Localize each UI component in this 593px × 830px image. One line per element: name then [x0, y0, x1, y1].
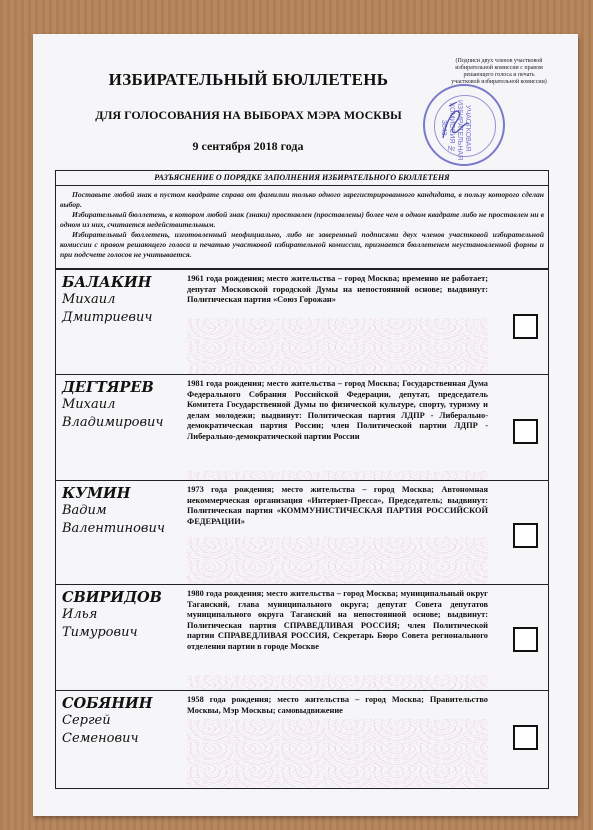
signature-note: (Подписи двух членов участковой избирательной комиссии с правом решающего голоса и печать участковой избирательной комиссии) — [451, 58, 547, 85]
candidate-surname: БАЛАКИН — [62, 274, 152, 291]
vote-checkbox-sviridov[interactable] — [513, 627, 538, 652]
candidate-first-name: Илья — [62, 607, 98, 622]
candidate-name — [62, 485, 187, 538]
candidate-info: 1958 года рождения; место жительства – город Москва; Правительство Москвы, Мэр Москвы; самовыдвижение — [187, 695, 488, 715]
candidate-row — [56, 481, 548, 585]
candidate-row — [56, 375, 548, 481]
instruction-paragraph-1: Поставьте любой знак в пустом квадрате справа от фамилии только одного зарегистрированного кандидата, в пользу которого сделан выбор. — [60, 190, 544, 209]
candidate-name — [62, 379, 187, 432]
security-pattern — [187, 719, 488, 787]
candidate-row — [56, 269, 548, 375]
vote-checkbox-kumin[interactable] — [513, 523, 538, 548]
candidate-first-name: Михаил — [62, 397, 116, 412]
instruction-paragraph-3: Избирательный бюллетень, изготовленный неофициально, либо не заверенный подписями двух членов участковой избирательной комиссии с правом решающего голоса и печатью участковой избирательной комиссии, признается бюллетенем неустановленной формы и при подсчете голосов не учитывается. — [60, 230, 544, 259]
candidate-surname: КУМИН — [62, 485, 131, 502]
security-pattern — [187, 471, 488, 480]
candidate-first-name: Сергей — [62, 713, 111, 728]
candidate-patronymic: Валентинович — [62, 521, 165, 536]
candidate-info: 1981 года рождения; место жительства – город Москва; Государственная Дума Федерального Собрания Российской Федерации, депутат, председатель Комитета Государственной Думы по физической культуре, спорту, туризму и делам молодежи; выдвинут: Политическая партия ЛДПР - Либерально-демократическая партия России; член Политической партии ЛДПР - Либерально-демократической партии России — [187, 379, 488, 441]
candidate-info: 1980 года рождения; место жительства – город Москва; муниципальный округ Таганский, глава муниципального округа; депутат Совета депутатов муниципального округа Таганский на непостоянной основе; выдвинут: Политическая партия СПРАВЕДЛИВАЯ РОССИЯ; член Политической партии СПРАВЕДЛИВАЯ РОССИЯ, Секретарь Бюро Совета регионального отделения партии в городе Москве — [187, 589, 488, 651]
instruction-paragraph-2: Избирательный бюллетень, в котором любой знак (знаки) проставлен (проставлены) более чем в одном квадрате либо не проставлен ни в одном из них, считается недействительным. — [60, 210, 544, 229]
candidate-surname: ДЕГТЯРЕВ — [62, 379, 154, 396]
vote-checkbox-degtyarev[interactable] — [513, 419, 538, 444]
instructions-heading: РАЗЪЯСНЕНИЕ О ПОРЯДКЕ ЗАПОЛНЕНИЯ ИЗБИРАТЕЛЬНОГО БЮЛЛЕТЕНЯ — [56, 171, 548, 186]
security-pattern — [187, 537, 488, 584]
vote-checkbox-sobyanin[interactable] — [513, 725, 538, 750]
ballot-title: ИЗБИРАТЕЛЬНЫЙ БЮЛЛЕТЕНЬ — [108, 70, 389, 89]
candidate-first-name: Михаил — [62, 292, 116, 307]
stamp-text: УЧАСТКОВАЯ ИЗБИРАТЕЛЬНАЯ КОМИССИЯ № 3643 — [440, 100, 471, 161]
candidate-patronymic: Семенович — [62, 731, 139, 746]
ballot-subtitle: ДЛЯ ГОЛОСОВАНИЯ НА ВЫБОРАХ МЭРА МОСКВЫ — [95, 108, 402, 122]
commission-stamp — [423, 84, 505, 166]
security-pattern — [187, 675, 488, 690]
election-date: 9 сентября 2018 года — [192, 139, 304, 153]
vote-checkbox-balakin[interactable] — [513, 314, 538, 339]
candidate-row — [56, 691, 548, 789]
security-pattern — [187, 318, 488, 375]
ballot-header — [33, 34, 578, 168]
candidate-patronymic: Тимурович — [62, 625, 138, 640]
candidate-first-name: Вадим — [62, 503, 107, 518]
candidate-info: 1961 года рождения; место жительства – город Москва; временно не работает; депутат Московской городской Думы на непостоянной основе; выдвинут: Политическая партия «Союз Горожан» — [187, 274, 488, 305]
ballot-sheet — [33, 34, 578, 816]
candidate-name — [62, 695, 187, 748]
candidate-row — [56, 585, 548, 691]
candidate-info: 1973 года рождения; место жительства – город Москва; Автономная некоммерческая организация «Интернет-Прессa», Председатель; выдвинут: Политическая партия «КОММУНИСТИЧЕСКАЯ ПАРТИЯ РОССИЙСКОЙ ФЕДЕРАЦИИ» — [187, 485, 488, 526]
candidate-patronymic: Дмитриевич — [62, 310, 153, 325]
instructions-box — [55, 170, 549, 269]
candidate-name — [62, 274, 187, 327]
candidate-patronymic: Владимирович — [62, 415, 164, 430]
candidate-list — [55, 269, 549, 789]
candidate-surname: СВИРИДОВ — [62, 589, 162, 606]
candidate-surname: СОБЯНИН — [62, 695, 153, 712]
candidate-name — [62, 589, 187, 642]
signature-icon — [435, 98, 475, 148]
